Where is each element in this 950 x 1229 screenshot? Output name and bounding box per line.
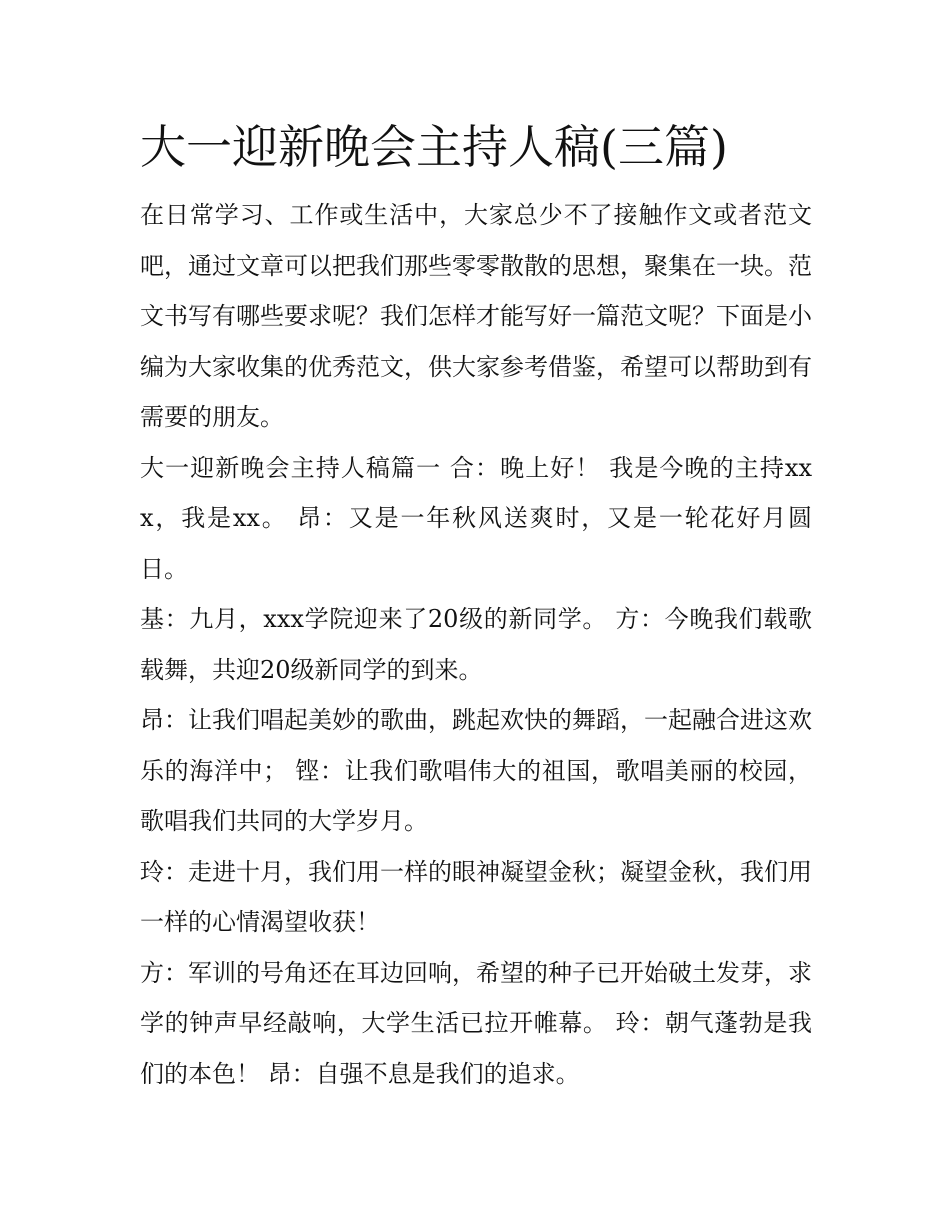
document-body <box>140 112 812 1099</box>
paragraph-song: 昂：让我们唱起美妙的歌曲，跳起欢快的舞蹈，一起融合进这欢乐的海洋中； 铿：让我们歌唱伟大的祖国，歌唱美丽的校园，歌唱我们共同的大学岁月。 <box>140 706 812 835</box>
paragraph-october: 玲：走进十月，我们用一样的眼神凝望金秋；凝望金秋，我们用一样的心情渴望收获！ <box>140 857 812 936</box>
document-title: 大一迎新晚会主持人稿(三篇) <box>140 120 728 174</box>
paragraph-september: 基：九月，xxx学院迎来了20级的新同学。 方：今晚我们载歌载舞，共迎20级新同学的到来。 <box>140 605 812 684</box>
paragraph-military-training: 方：军训的号角还在耳边回响，希望的种子已开始破土发芽，求学的钟声早经敲响，大学生活已拉开帷幕。 玲：朝气蓬勃是我们的本色！ 昂：自强不息是我们的追求。 <box>140 958 812 1088</box>
paragraph-intro: 在日常学习、工作或生活中，大家总少不了接触作文或者范文吧，通过文章可以把我们那些零零散散的思想，聚集在一块。范文书写有哪些要求呢？我们怎样才能写好一篇范文呢？下面是小编为大家收集的优秀范文，供大家参考借鉴，希望可以帮助到有需要的朋友。 <box>140 201 812 431</box>
paragraph-opening: 大一迎新晚会主持人稿篇一 合：晚上好！ 我是今晚的主持xxx，我是xx。 昂：又是一年秋风送爽时，又是一轮花好月圆日。 <box>140 453 812 583</box>
